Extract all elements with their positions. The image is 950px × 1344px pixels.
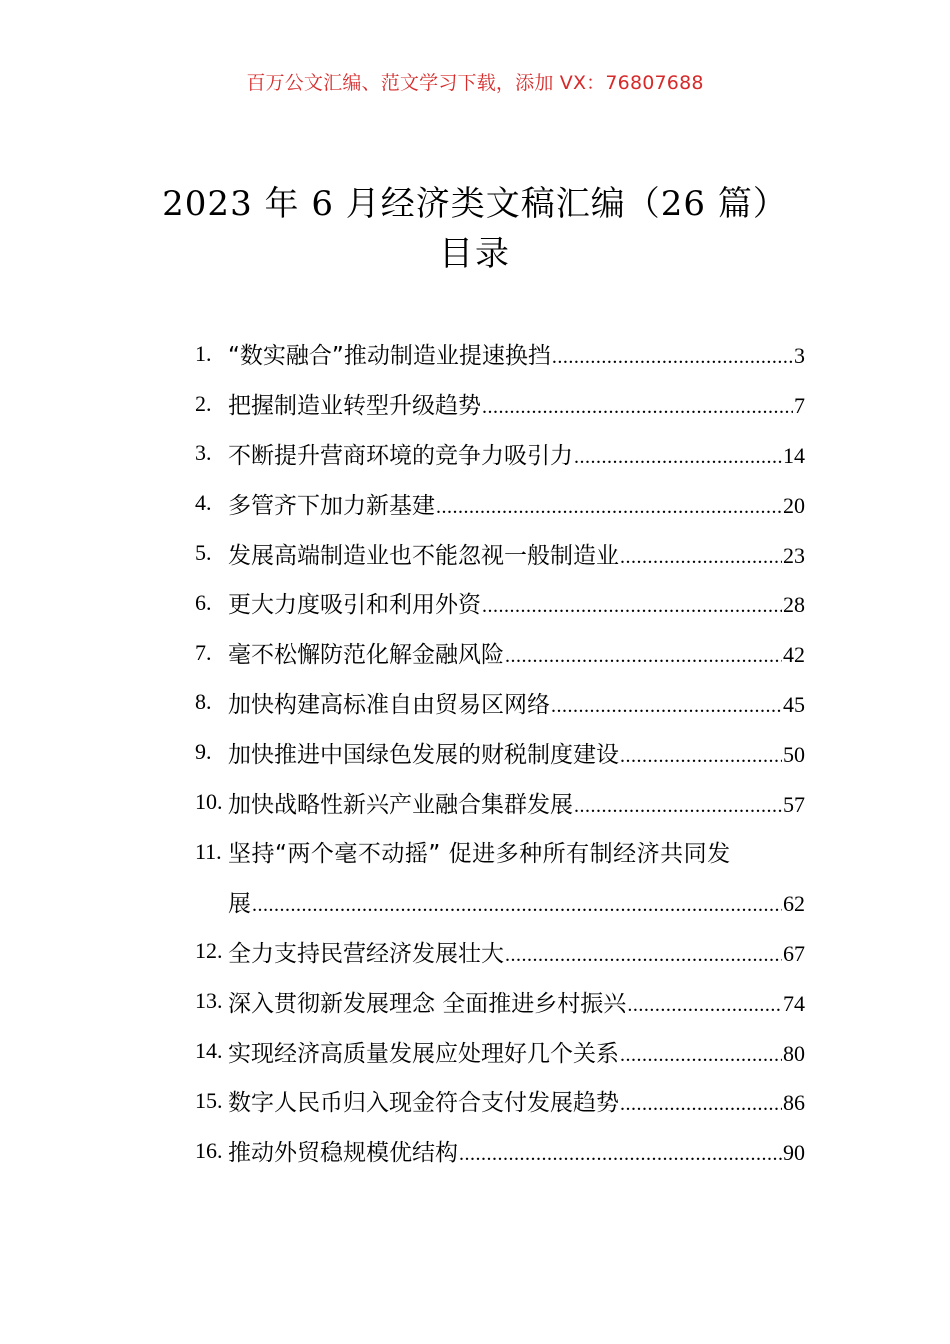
toc-title: 数字人民币归入现金符合支付发展趋势 [228,1090,619,1117]
toc-page-number: 42 [783,642,805,668]
toc-page-number: 74 [783,990,805,1016]
toc-leader-dots [459,1143,782,1166]
toc-entry[interactable] [195,1076,805,1126]
toc-leader-dots [436,496,782,519]
toc-number: 12. [195,938,223,964]
toc-entry[interactable] [195,1026,805,1076]
toc-title: 深入贯彻新发展理念 全面推进乡村振兴 [228,990,627,1017]
toc-entry[interactable] [195,429,805,479]
toc-leader-dots [620,1044,782,1067]
toc-title: 加快推进中国绿色发展的财税制度建设 [228,741,619,768]
toc-number: 9. [195,739,212,765]
toc-leader-dots [505,944,782,967]
toc-entry[interactable] [195,528,805,578]
toc-title: 毫不松懈防范化解金融风险 [228,642,504,669]
promo-banner: 百万公文汇编、范文学习下载，添加 VX：76807688 [246,72,704,94]
toc-page-number: 28 [783,592,805,618]
toc-entry[interactable] [195,329,805,379]
toc-entry[interactable] [195,478,805,528]
toc-title: 发展高端制造业也不能忽视一般制造业 [228,542,619,569]
toc-page-number: 50 [783,741,805,767]
toc-title: 不断提升营商环境的竞争力吸引力 [228,442,573,469]
toc-number: 1. [195,340,212,366]
toc-leader-dots [620,546,782,569]
toc-number: 15. [195,1087,223,1113]
table-of-contents [195,329,805,1176]
toc-number: 10. [195,789,223,815]
toc-page-number: 67 [783,940,805,966]
toc-leader-dots [574,795,782,818]
toc-leader-dots [574,446,782,469]
toc-title: 推动外贸稳规模优结构 [228,1140,458,1167]
toc-entry[interactable] [195,827,805,877]
toc-entry[interactable] [195,1126,805,1176]
toc-leader-dots [482,595,782,618]
toc-page-number: 7 [794,393,805,419]
toc-number: 13. [195,988,223,1014]
toc-page-number: 90 [783,1140,805,1166]
toc-page-number: 23 [783,542,805,568]
toc-number: 11. [195,838,222,864]
toc-number: 4. [195,490,212,516]
toc-number: 16. [195,1137,223,1163]
toc-number: 7. [195,639,212,665]
toc-leader-dots [551,695,782,718]
toc-leader-dots [552,346,793,369]
toc-number: 8. [195,689,212,715]
toc-page-number: 3 [794,343,805,369]
toc-entry[interactable] [195,628,805,678]
toc-number: 5. [195,540,212,566]
toc-entry[interactable] [195,976,805,1026]
toc-page-number: 45 [783,691,805,717]
toc-page-number: 57 [783,791,805,817]
toc-title: 把握制造业转型升级趋势 [228,393,481,420]
toc-number: 2. [195,390,212,416]
toc-title: “数实融合”推动制造业提速换挡 [228,343,551,370]
toc-title: 更大力度吸引和利用外资 [228,592,481,619]
toc-entry-continuation[interactable] [195,877,805,927]
toc-leader-dots [627,994,782,1017]
toc-leader-dots [620,745,782,768]
toc-number: 3. [195,440,212,466]
toc-leader-dots [620,1093,782,1116]
document-title: 2023 年 6 月经济类文稿汇编（26 篇） [162,184,788,224]
toc-entry[interactable] [195,678,805,728]
toc-leader-dots [505,645,782,668]
toc-title: 实现经济高质量发展应处理好几个关系 [228,1040,619,1067]
toc-number: 6. [195,589,212,615]
toc-entry[interactable] [195,927,805,977]
toc-page-number: 20 [783,492,805,518]
toc-title: 多管齐下加力新基建 [228,492,435,519]
toc-leader-dots [482,396,793,419]
toc-page-number: 62 [783,891,805,917]
toc-page-number: 86 [783,1090,805,1116]
toc-title: 加快构建高标准自由贸易区网络 [228,691,550,718]
toc-title: 全力支持民营经济发展壮大 [228,940,504,967]
toc-page-number: 80 [783,1040,805,1066]
toc-leader-dots [252,894,782,917]
toc-title: 坚持“两个毫不动摇” 促进多种所有制经济共同发 [228,841,731,868]
toc-entry[interactable] [195,578,805,628]
toc-number: 14. [195,1038,223,1064]
toc-title: 加快战略性新兴产业融合集群发展 [228,791,573,818]
toc-title-continuation: 展 [228,891,251,918]
document-subtitle: 目录 [439,234,511,274]
toc-entry[interactable] [195,777,805,827]
toc-page-number: 14 [783,442,805,468]
toc-entry[interactable] [195,379,805,429]
toc-entry[interactable] [195,727,805,777]
